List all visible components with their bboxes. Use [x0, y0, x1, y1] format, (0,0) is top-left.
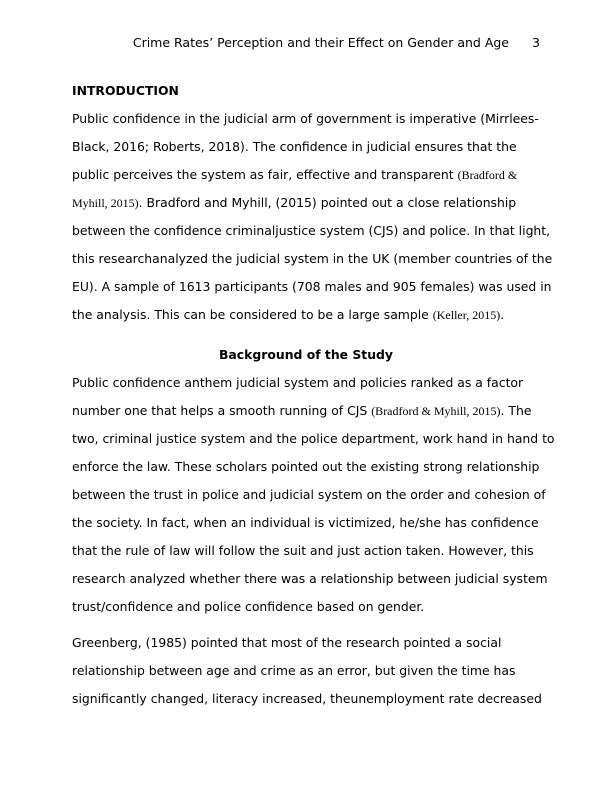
- line-text: the society. In fact, when an individual is victimized, he/she has confidence: [72, 515, 539, 530]
- line-text: Black, 2016; Roberts, 2018). The confidence in judicial ensures that the: [72, 139, 517, 154]
- running-title: Crime Rates’ Perception and their Effect on Gender and Age: [132, 35, 509, 50]
- citation: Myhill, 2015): [72, 196, 139, 210]
- line-text: .: [500, 307, 505, 322]
- paragraph-line: [72, 139, 517, 155]
- paragraph-line: [72, 571, 548, 587]
- paragraph-line: [72, 403, 531, 419]
- paragraph-line: [72, 223, 550, 239]
- line-text: trust/confidence and police confidence based on gender.: [72, 599, 425, 614]
- paragraph-line: [72, 431, 555, 447]
- line-text: . The: [500, 403, 532, 418]
- line-text: between the trust in police and judicial system on the order and cohesion of: [72, 487, 546, 502]
- line-text: relationship between age and crime as an error, but given the time has: [72, 663, 516, 678]
- paragraph-line: [72, 307, 504, 323]
- paragraph-line: [72, 487, 546, 503]
- line-text: Greenberg, (1985) pointed that most of the research pointed a social: [72, 635, 502, 650]
- paragraph-line: [72, 195, 516, 211]
- paragraph-line: [72, 279, 552, 295]
- paragraph-line: [72, 111, 539, 127]
- paragraph-line: [72, 375, 523, 391]
- paragraph-line: [72, 663, 515, 679]
- paragraph-line: [72, 251, 552, 267]
- line-text: research analyzed whether there was a relationship between judicial system: [72, 571, 548, 586]
- paragraph-line: [72, 515, 539, 531]
- citation: (Bradford & Myhill, 2015): [371, 404, 501, 418]
- running-header: [0, 35, 612, 51]
- line-text: . Bradford and Myhill, (2015) pointed out a close relationship: [138, 195, 517, 210]
- line-text: number one that helps a smooth running of CJS: [72, 403, 372, 418]
- paragraph-line: [72, 459, 539, 475]
- line-text: significantly changed, literacy increased, theunemployment rate decreased: [72, 691, 542, 706]
- line-text: Public confidence anthem judicial system and policies ranked as a factor: [72, 375, 524, 390]
- paragraph-line: [72, 167, 517, 183]
- line-text: EU). A sample of 1613 participants (708 males and 905 females) was used in: [72, 279, 552, 294]
- paragraph-line: [72, 543, 534, 559]
- line-text: that the rule of law will follow the suit and just action taken. However, this: [72, 543, 534, 558]
- line-text: the analysis. This can be considered to be a large sample: [72, 307, 433, 322]
- line-text: two, criminal justice system and the police department, work hand in hand to: [72, 431, 555, 446]
- section-heading-background: Background of the Study: [218, 347, 393, 362]
- page-number: 3: [532, 35, 540, 50]
- paragraph-line: [72, 599, 424, 615]
- line-text: enforce the law. These scholars pointed out the existing strong relationship: [72, 459, 540, 474]
- line-text: this researchanalyzed the judicial system in the UK (member countries of the: [72, 251, 553, 266]
- paragraph-line: [72, 635, 501, 651]
- paragraph-line: [72, 691, 542, 707]
- section-heading-introduction: INTRODUCTION: [72, 83, 179, 98]
- line-text: public perceives the system as fair, effective and transparent: [72, 167, 458, 182]
- citation: (Bradford &: [457, 168, 518, 182]
- line-text: Public confidence in the judicial arm of government is imperative (Mirrlees-: [72, 111, 539, 126]
- citation: (Keller, 2015): [432, 308, 501, 322]
- line-text: between the confidence criminaljustice system (CJS) and police. In that light,: [72, 223, 551, 238]
